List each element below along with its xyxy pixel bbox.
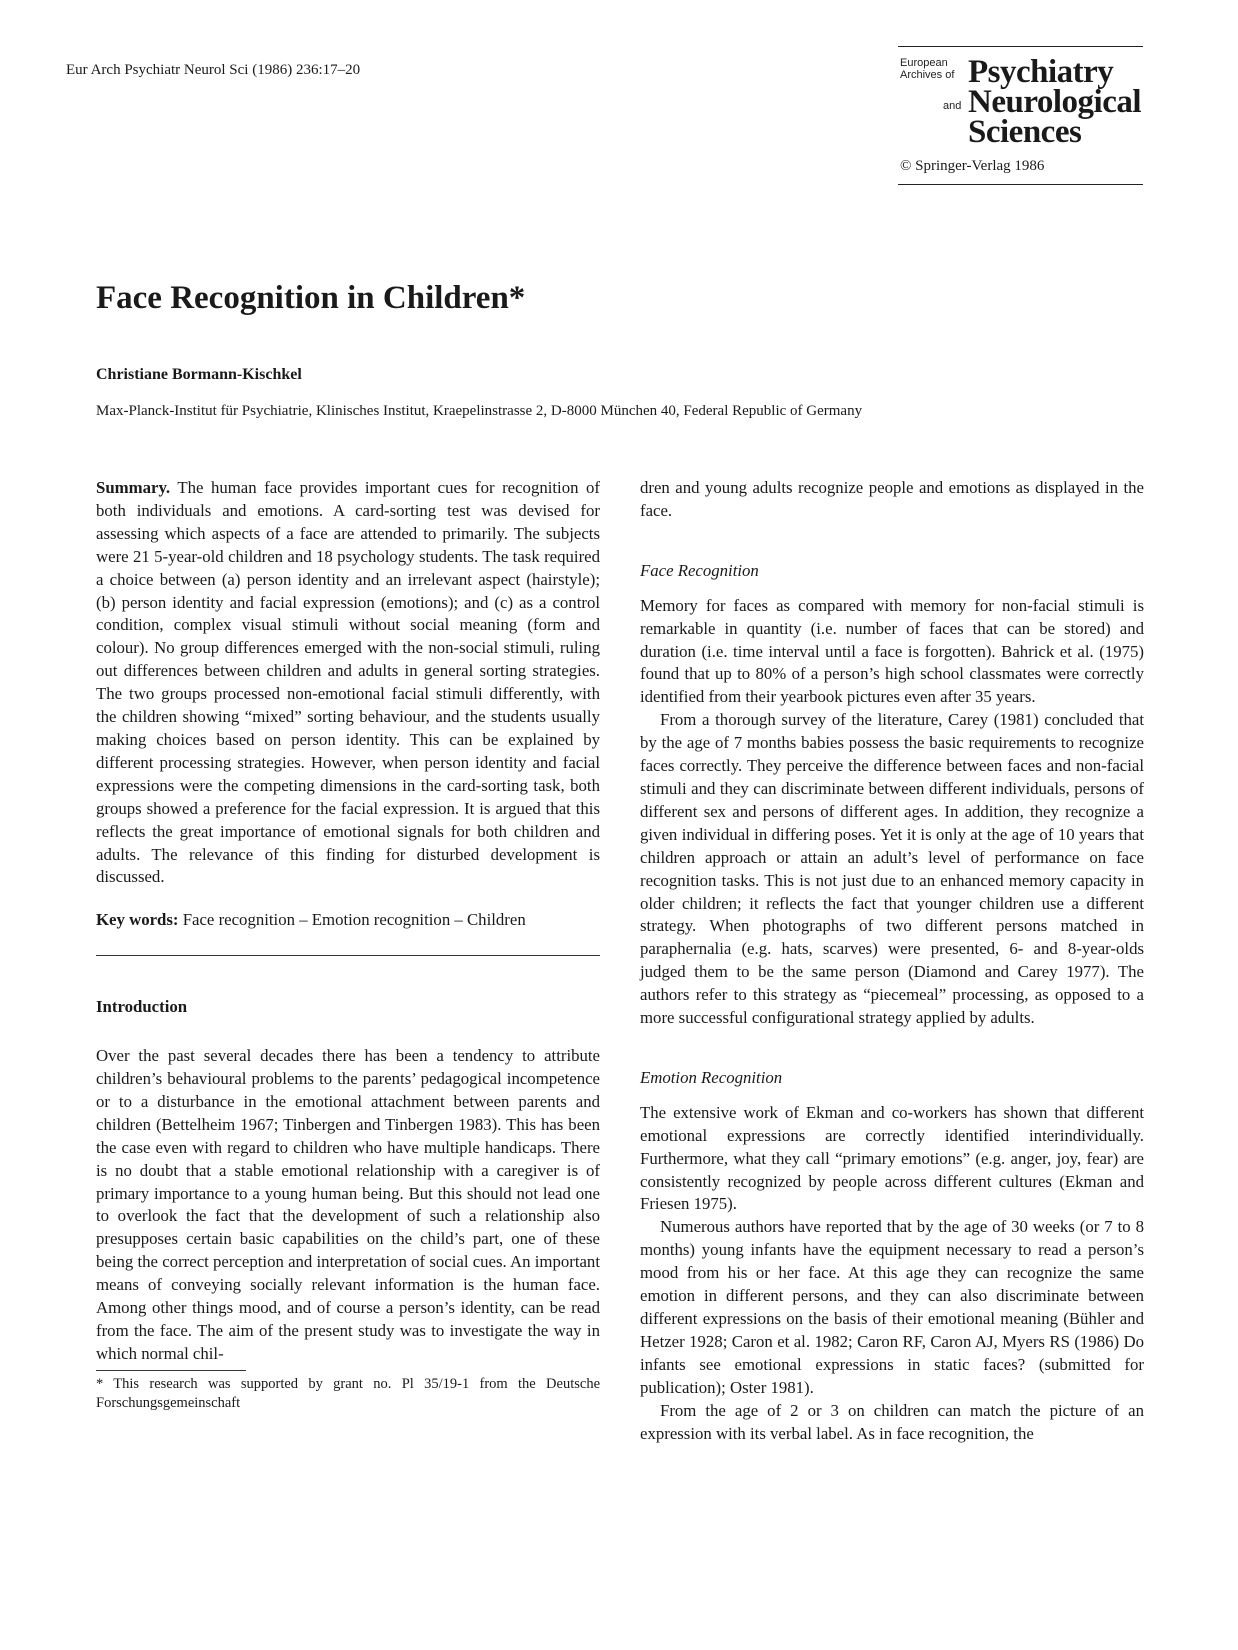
article-author: Christiane Bormann-Kischkel	[96, 366, 302, 383]
logo-psychiatry: Psychiatry	[968, 54, 1114, 90]
footnote: * This research was supported by grant no. Pl 35/19-1 from the Deutsche Forschungsgemeinschaft	[96, 1375, 600, 1411]
introduction-continued: dren and young adults recognize people and emotions as displayed in the face.	[640, 478, 1144, 520]
logo-copyright: © Springer-Verlag 1986	[900, 158, 1045, 174]
keywords-label: Key words:	[96, 910, 179, 930]
emotion-recognition-paragraph-3: From the age of 2 or 3 on children can match the picture of an expression with its verbal label. As in face recognition, the	[640, 1400, 1144, 1443]
emotion-recognition-heading: Emotion Recognition	[640, 1067, 783, 1087]
logo-neurological: Neurological	[968, 84, 1142, 120]
face-recognition-paragraph-1: Memory for faces as compared with memory for non-facial stimuli is remarkable in quantity (i.e. number of faces that can be stored) and duration (i.e. time interval until a face is forgotten). Bahrick et al. (1975) found that up to 80% of a person’s high school classmates were correctly identified from their yearbook pictures even after 35 years.	[640, 595, 1144, 707]
logo-and: and	[943, 100, 962, 112]
introduction-paragraph: Over the past several decades there has been a tendency to attribute children’s behavioural problems to the parents’ pedagogical incompetence or to a disturbance in the emotional attachment between parents and children (Bettelheim 1967; Tinbergen and Tinbergen 1983). This has been the case even with regard to children who have multiple handicaps. There is no doubt that a stable emotional relationship with a caregiver is of primary importance to a young human being. But this should not lead one to overlook the fact that the development of such a relationship also presupposes certain basic capabilities on the child’s part, one of these being the correct perception and interpretation of social cues. An important means of conveying socially relevant information is the human face. Among other things mood, and of course a person’s identity, can be read from the face. The aim of the present study was to investigate the way in which normal chil-	[96, 1046, 600, 1363]
section-divider	[96, 955, 600, 956]
right-column	[640, 477, 1144, 1445]
logo-bottom-rule	[898, 184, 1143, 185]
summary-text: The human face provides important cues for recognition of both individuals and emotions. A card-sorting test was devised for assessing which aspects of a face are attended to primarily. The subjects were 21 5-year-old children and 18 psychology students. The task required a choice between (a) person identity and an irrelevant aspect (hairstyle); (b) person identity and facial expression (emotions); and (c) as a control condition, complex visual stimuli without social meaning (form and colour). No group differences emerged with the non-social stimuli, ruling out differences between children and adults in general sorting strategies. The two groups processed non-emotional facial stimuli differently, with the children showing “mixed” sorting behaviour, and the students usually making choices based on person identity. This can be explained by different processing strategies. However, when person identity and facial expressions were the competing dimensions in the card-sorting task, both groups showed a preference for the facial expression. It is argued that this reflects the great importance of emotional signals for both children and adults. The relevance of this finding for disturbed development is discussed.	[96, 478, 600, 887]
introduction-heading: Introduction	[96, 997, 188, 1017]
summary-paragraph	[96, 477, 600, 889]
journal-logo	[898, 46, 1143, 186]
article-title: Face Recognition in Children*	[96, 280, 526, 316]
keywords-paragraph	[96, 909, 600, 932]
journal-citation: Eur Arch Psychiatr Neurol Sci (1986) 236:17–20	[66, 62, 361, 78]
logo-top-rule	[898, 46, 1143, 47]
face-recognition-paragraph-2: From a thorough survey of the literature, Carey (1981) concluded that by the age of 7 months babies possess the basic requirements to recognize faces correctly. They perceive the difference between faces and non-facial stimuli and they can discriminate between different individuals, persons of different sex and persons of different ages. In addition, they recognize a given individual in differing poses. Yet it is only at the age of 10 years that children approach or attain an adult’s level of performance on face recognition tasks. This is not just due to an enhanced memory capacity in older children; it reflects the fact that younger children use a different strategy. When photographs of two different persons matched in paraphernalia (e.g. hats, scarves) were presented, 6- and 8-year-olds judged them to be the same person (Diamond and Carey 1977). The authors refer to this strategy as “piecemeal” processing, as opposed to a more successful configurational strategy applied by adults.	[640, 710, 1144, 1028]
logo-archives-of: Archives of	[900, 69, 955, 81]
emotion-recognition-paragraph-2: Numerous authors have reported that by the age of 30 weeks (or 7 to 8 months) young infants have the equipment necessary to read a person’s mood from his or her face. At this age they can recognize the same emotion in different persons, and they can also discriminate between different expressions on the basis of their emotional meaning (Bühler and Hetzer 1928; Caron et al. 1982; Caron RF, Caron AJ, Myers RS (1986) Do infants see emotional expressions in static faces? (submitted for publication); Oster 1981).	[640, 1217, 1144, 1397]
footnote-rule	[96, 1370, 246, 1371]
summary-label: Summary.	[96, 478, 171, 497]
keywords-text: Face recognition – Emotion recognition – Children	[182, 910, 526, 930]
emotion-recognition-paragraph-1: The extensive work of Ekman and co-workers has shown that different emotional expressions are correctly identified interindividually. Furthermore, what they call “primary emotions” (e.g. anger, joy, fear) are consistently recognized by people across different cultures (Ekman and Friesen 1975).	[640, 1102, 1144, 1214]
logo-european: European	[900, 57, 948, 69]
face-recognition-heading: Face Recognition	[640, 560, 759, 580]
author-affiliation: Max-Planck-Institut für Psychiatrie, Klinisches Institut, Kraepelinstrasse 2, D-8000 München 40, Federal Republic of Germany	[96, 403, 863, 419]
logo-sciences: Sciences	[968, 114, 1082, 150]
left-column	[96, 477, 600, 1413]
